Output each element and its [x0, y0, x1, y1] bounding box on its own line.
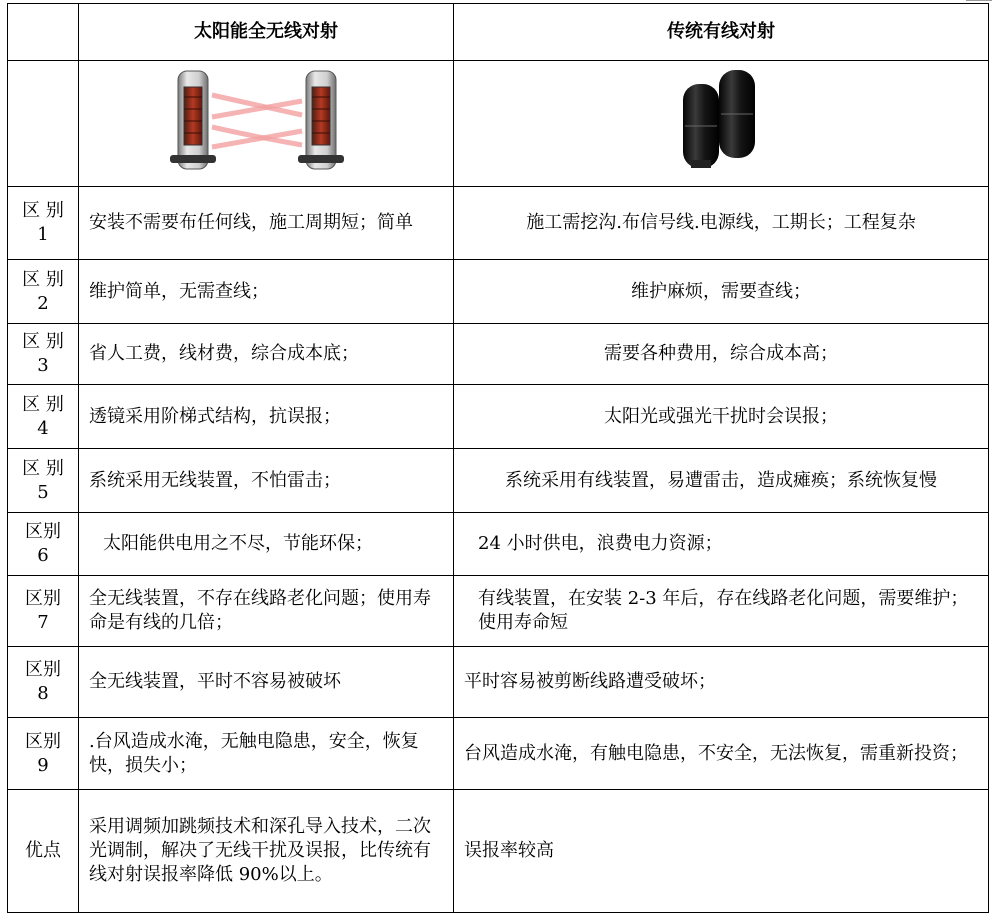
solar-cell: 采用调频加跳频技术和深孔导入技术，二次光调制，解决了无线干扰及误报，比传统有线对射误报率降低 90%以上。	[79, 790, 454, 913]
row-label: 区别 7	[8, 576, 79, 647]
solar-cell: 省人工费，线材费，综合成本底；	[79, 324, 454, 385]
table-row	[8, 385, 989, 449]
solar-cell: 维护简单，无需查线；	[79, 260, 454, 324]
wired-cell: 系统采用有线装置，易遭雷击，造成瘫痪；系统恢复慢	[454, 449, 989, 513]
table-row	[8, 718, 989, 790]
table-row	[8, 576, 989, 647]
wired-cell: 维护麻烦，需要查线；	[454, 260, 989, 324]
table-row	[8, 324, 989, 385]
table-row	[8, 187, 989, 260]
table-row	[8, 449, 989, 513]
row-label: 区别 9	[8, 718, 79, 790]
image-row	[8, 61, 989, 187]
wired-detector-image-cell	[454, 61, 989, 187]
wired-cell: 有线装置，在安装 2-3 年后，存在线路老化问题，需要维护；使用寿命短	[454, 576, 989, 647]
table-row	[8, 647, 989, 718]
row-label: 区 别 3	[8, 324, 79, 385]
wired-detector-image	[661, 64, 781, 176]
solar-cell: 系统采用无线装置，不怕雷击；	[79, 449, 454, 513]
header-row	[8, 4, 989, 61]
solar-cell: 透镜采用阶梯式结构，抗误报；	[79, 385, 454, 449]
row-label: 区别 8	[8, 647, 79, 718]
header-solar: 太阳能全无线对射	[79, 4, 454, 61]
comparison-table	[7, 3, 989, 913]
table-row	[8, 513, 989, 576]
wired-cell: 误报率较高	[454, 790, 989, 913]
wired-cell: 平时容易被剪断线路遭受破坏；	[454, 647, 989, 718]
solar-cell: 全无线装置，平时不容易被破坏	[79, 647, 454, 718]
wired-cell: 太阳光或强光干扰时会误报；	[454, 385, 989, 449]
solar-detector-image	[166, 65, 366, 175]
solar-cell: 全无线装置，不存在线路老化问题；使用寿命是有线的几倍；	[79, 576, 454, 647]
row-label: 区 别 4	[8, 385, 79, 449]
table-row	[8, 260, 989, 324]
wired-cell: 24 小时供电，浪费电力资源；	[454, 513, 989, 576]
solar-cell: .台风造成水淹，无触电隐患，安全，恢复快，损失小；	[79, 718, 454, 790]
row-label: 区别 6	[8, 513, 79, 576]
table-row	[8, 790, 989, 913]
solar-cell: 太阳能供电用之不尽，节能环保；	[79, 513, 454, 576]
header-empty-cell	[8, 4, 79, 61]
row-label: 优点	[8, 790, 79, 913]
header-wired: 传统有线对射	[454, 4, 989, 61]
row-label: 区 别 5	[8, 449, 79, 513]
row-label: 区 别 2	[8, 260, 79, 324]
wired-cell: 施工需挖沟.布信号线.电源线，工期长；工程复杂	[454, 187, 989, 260]
solar-detector-image-cell	[79, 61, 454, 187]
wired-cell: 台风造成水淹，有触电隐患，不安全，无法恢复，需重新投资；	[454, 718, 989, 790]
row-label: 区 别 1	[8, 187, 79, 260]
solar-cell: 安装不需要布任何线，施工周期短；简单	[79, 187, 454, 260]
image-empty-cell	[8, 61, 79, 187]
wired-cell: 需要各种费用，综合成本高；	[454, 324, 989, 385]
